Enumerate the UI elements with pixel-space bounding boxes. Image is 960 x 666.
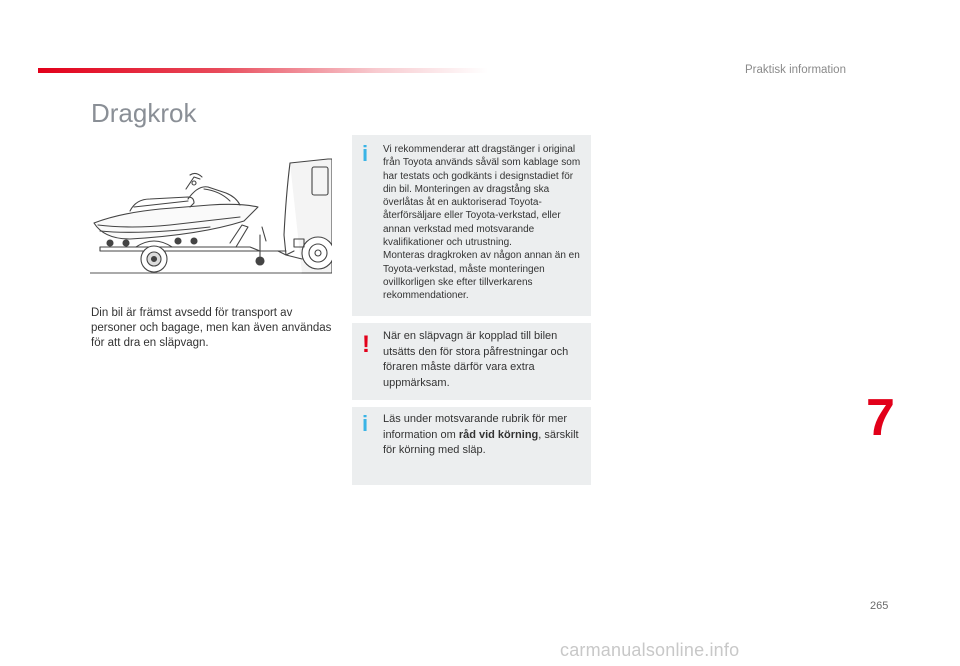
intro-paragraph: Din bil är främst avsedd för transport av personer och bagage, men kan även användas för att dra en släpvagn. xyxy=(91,307,332,349)
note-text: När en släpvagn är kopplad till bilen utsätts den för stora påfrestningar och föraren måste därför vara extra uppmärksam. xyxy=(383,330,569,389)
header-accent-bar xyxy=(38,68,488,73)
note-text-end: , särskilt för körning med släp. xyxy=(383,428,579,456)
warning-note-trailer xyxy=(352,323,591,400)
page-title: Dragkrok xyxy=(91,98,197,128)
trailer-illustration xyxy=(90,155,332,275)
driving-advice-reference: råd vid körning xyxy=(458,428,539,441)
note-text-secondary: Monteras dragkroken av någon annan än en Toyota-verkstad, måste monteringen ovillkorligen ske efter tillverkarens rekommendationer. xyxy=(383,250,580,302)
note-text: Vi rekommenderar att dragstänger i original från Toyota används såväl som kablage som har testats och godkänts i designstadiet för din bil. Monteringen av dragstång ska överlåtas åt en auktoriserad Toyota-återförsäljare eller Toyota-verkstad, eller annan verkstad med motsvarande kvalifikationer och utrustning. xyxy=(383,144,581,249)
page-number: 265 xyxy=(870,600,889,612)
section-label: Praktisk information xyxy=(745,64,846,76)
info-note-towbar xyxy=(352,135,591,316)
note-text: Läs under motsvarande rubrik för mer information om xyxy=(383,413,568,441)
chapter-number: 7 xyxy=(866,389,895,447)
info-icon: i xyxy=(362,141,369,166)
info-note-driving xyxy=(352,407,591,485)
info-icon: i xyxy=(362,411,369,436)
warning-icon: ! xyxy=(362,331,370,358)
watermark-text: carmanualsonline.info xyxy=(560,640,740,660)
